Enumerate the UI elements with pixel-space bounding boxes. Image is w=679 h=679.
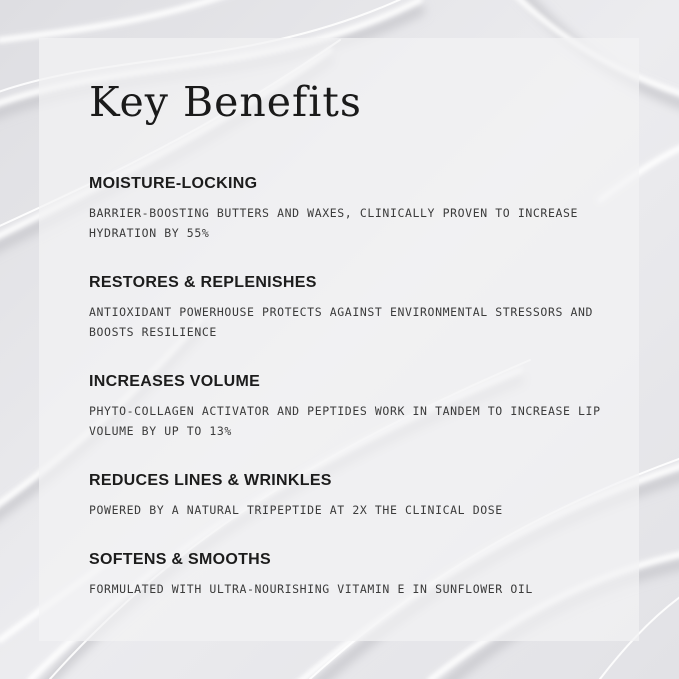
benefit-description: PHYTO-COLLAGEN ACTIVATOR AND PEPTIDES WORK IN TANDEM TO INCREASE LIP VOLUME BY UP TO 13%: [89, 404, 601, 438]
benefit-increases-volume: [89, 372, 609, 441]
benefit-description: BARRIER-BOOSTING BUTTERS AND WAXES, CLINICALLY PROVEN TO INCREASE HYDRATION BY 55%: [89, 206, 579, 240]
benefit-moisture-locking: [89, 174, 609, 243]
benefit-description: ANTIOXIDANT POWERHOUSE PROTECTS AGAINST ENVIRONMENTAL STRESSORS AND BOOSTS RESILIENCE: [89, 305, 594, 339]
benefit-heading: MOISTURE-LOCKING: [89, 175, 258, 192]
benefit-heading: REDUCES LINES & WRINKLES: [89, 472, 332, 489]
benefit-description: FORMULATED WITH ULTRA-NOURISHING VITAMIN E IN SUNFLOWER OIL: [89, 582, 533, 596]
benefit-description: POWERED BY A NATURAL TRIPEPTIDE AT 2X THE CLINICAL DOSE: [89, 503, 503, 517]
page-title: Key Benefits: [89, 78, 362, 126]
benefit-heading: RESTORES & REPLENISHES: [89, 274, 317, 291]
benefit-restores-replenishes: [89, 273, 609, 342]
benefit-heading: INCREASES VOLUME: [89, 373, 261, 390]
benefit-reduces-lines-wrinkles: [89, 471, 609, 520]
benefit-heading: SOFTENS & SMOOTHS: [89, 551, 271, 568]
benefit-softens-smooths: [89, 550, 609, 599]
